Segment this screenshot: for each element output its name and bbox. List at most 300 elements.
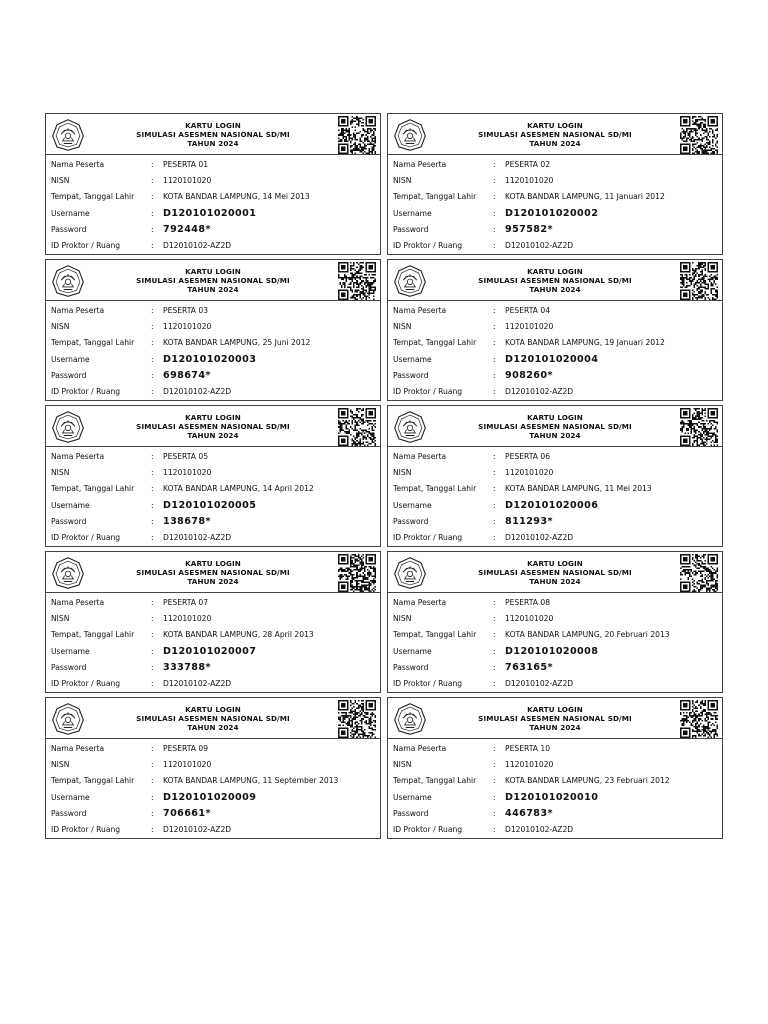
field-row-name [393, 302, 722, 318]
label-nisn: NISN [393, 468, 412, 478]
card-row [45, 697, 728, 839]
label-tempat-tanggal-lahir: Tempat, Tanggal Lahir [51, 776, 135, 786]
value-username: D120101020005 [163, 499, 257, 511]
value-tempat-tanggal-lahir: KOTA BANDAR LAMPUNG, 25 Juni 2012 [163, 338, 311, 348]
separator: : [151, 597, 154, 607]
card-subtitle: SIMULASI ASESMEN NASIONAL SD/MI [136, 568, 290, 577]
card-title: KARTU LOGIN [527, 413, 583, 422]
value-username: D120101020003 [163, 353, 257, 365]
separator: : [151, 809, 154, 819]
label-nama-peserta: Nama Peserta [51, 451, 105, 461]
card-year: TAHUN 2024 [529, 139, 581, 148]
label-id-proktor-ruang: ID Proktor / Ruang [51, 679, 121, 689]
field-row-nisn [393, 173, 722, 189]
field-row-name [393, 594, 722, 610]
card-body [46, 155, 380, 254]
value-nama-peserta: PESERTA 04 [505, 305, 551, 315]
value-password: 706661* [163, 808, 211, 820]
field-row-name [393, 448, 722, 464]
value-nama-peserta: PESERTA 06 [505, 451, 551, 461]
field-row-nisn [393, 611, 722, 627]
label-tempat-tanggal-lahir: Tempat, Tanggal Lahir [393, 776, 477, 786]
value-nama-peserta: PESERTA 05 [163, 451, 209, 461]
separator: : [493, 776, 496, 786]
separator: : [493, 614, 496, 624]
label-nama-peserta: Nama Peserta [51, 159, 105, 169]
separator: : [493, 630, 496, 640]
card-header [388, 260, 722, 301]
tut-wuri-handayani-logo-icon [393, 410, 427, 444]
field-row-birth [393, 481, 722, 497]
tut-wuri-handayani-logo-icon [51, 702, 85, 736]
value-password: 698674* [163, 370, 211, 382]
card-subtitle: SIMULASI ASESMEN NASIONAL SD/MI [136, 130, 290, 139]
card-body [388, 593, 722, 692]
card-title-block [106, 559, 320, 586]
value-password: 333788* [163, 662, 211, 674]
login-card-7 [45, 551, 381, 693]
field-row-password [51, 805, 380, 821]
value-nama-peserta: PESERTA 09 [163, 743, 209, 753]
separator: : [493, 338, 496, 348]
field-row-username [393, 789, 722, 805]
card-year: TAHUN 2024 [187, 139, 239, 148]
value-nama-peserta: PESERTA 10 [505, 743, 551, 753]
value-nisn: 1120101020 [163, 468, 212, 478]
card-title: KARTU LOGIN [185, 559, 241, 568]
field-row-username [393, 497, 722, 513]
qr-code-icon [338, 116, 376, 154]
card-title-block [448, 559, 662, 586]
value-nisn: 1120101020 [505, 614, 554, 624]
value-nisn: 1120101020 [505, 176, 554, 186]
card-title: KARTU LOGIN [527, 121, 583, 130]
label-username: Username [51, 792, 90, 802]
field-row-name [393, 740, 722, 756]
card-header [46, 260, 380, 301]
value-nama-peserta: PESERTA 08 [505, 597, 551, 607]
card-subtitle: SIMULASI ASESMEN NASIONAL SD/MI [478, 276, 632, 285]
card-title: KARTU LOGIN [527, 267, 583, 276]
value-nama-peserta: PESERTA 01 [163, 159, 209, 169]
card-title: KARTU LOGIN [185, 413, 241, 422]
qr-code-icon [680, 408, 718, 446]
qr-code-icon [338, 554, 376, 592]
field-row-nisn [393, 465, 722, 481]
field-row-password [393, 659, 722, 675]
separator: : [151, 451, 154, 461]
value-id-proktor-ruang: D12010102-AZ2D [505, 825, 574, 835]
separator: : [151, 614, 154, 624]
value-password: 957582* [505, 224, 553, 236]
field-row-birth [393, 189, 722, 205]
label-password: Password [393, 371, 429, 381]
value-tempat-tanggal-lahir: KOTA BANDAR LAMPUNG, 11 September 2013 [163, 776, 339, 786]
card-row [45, 259, 728, 401]
label-tempat-tanggal-lahir: Tempat, Tanggal Lahir [51, 338, 135, 348]
separator: : [151, 225, 154, 235]
field-row-password [51, 659, 380, 675]
separator: : [493, 809, 496, 819]
separator: : [493, 387, 496, 397]
card-title-block [106, 121, 320, 148]
value-tempat-tanggal-lahir: KOTA BANDAR LAMPUNG, 20 Februari 2013 [505, 630, 670, 640]
card-title-block [448, 267, 662, 294]
separator: : [151, 760, 154, 770]
tut-wuri-handayani-logo-icon [51, 118, 85, 152]
label-nama-peserta: Nama Peserta [393, 597, 447, 607]
value-nisn: 1120101020 [163, 176, 212, 186]
separator: : [151, 517, 154, 527]
card-header [46, 114, 380, 155]
card-year: TAHUN 2024 [187, 577, 239, 586]
separator: : [151, 387, 154, 397]
value-nama-peserta: PESERTA 07 [163, 597, 209, 607]
card-body [388, 447, 722, 546]
field-row-nisn [51, 319, 380, 335]
label-username: Username [51, 208, 90, 218]
login-card-4 [387, 259, 723, 401]
separator: : [493, 792, 496, 802]
field-row-nisn [51, 465, 380, 481]
login-card-10 [387, 697, 723, 839]
field-row-birth [393, 335, 722, 351]
field-row-birth [51, 481, 380, 497]
value-tempat-tanggal-lahir: KOTA BANDAR LAMPUNG, 14 Mei 2013 [163, 192, 310, 202]
qr-code-icon [680, 262, 718, 300]
login-card-5 [45, 405, 381, 547]
value-id-proktor-ruang: D12010102-AZ2D [163, 679, 232, 689]
label-nama-peserta: Nama Peserta [51, 597, 105, 607]
card-subtitle: SIMULASI ASESMEN NASIONAL SD/MI [136, 714, 290, 723]
field-row-birth [51, 627, 380, 643]
separator: : [151, 484, 154, 494]
qr-code-icon [680, 554, 718, 592]
field-row-room [51, 238, 380, 254]
value-username: D120101020008 [505, 645, 599, 657]
card-year: TAHUN 2024 [529, 577, 581, 586]
separator: : [151, 743, 154, 753]
card-title: KARTU LOGIN [527, 559, 583, 568]
separator: : [493, 597, 496, 607]
card-subtitle: SIMULASI ASESMEN NASIONAL SD/MI [478, 714, 632, 723]
card-body [46, 447, 380, 546]
label-nama-peserta: Nama Peserta [51, 743, 105, 753]
field-row-username [393, 643, 722, 659]
login-card-1 [45, 113, 381, 255]
value-tempat-tanggal-lahir: KOTA BANDAR LAMPUNG, 11 Januari 2012 [505, 192, 665, 202]
separator: : [493, 451, 496, 461]
separator: : [151, 646, 154, 656]
card-subtitle: SIMULASI ASESMEN NASIONAL SD/MI [136, 422, 290, 431]
separator: : [493, 322, 496, 332]
value-id-proktor-ruang: D12010102-AZ2D [505, 679, 574, 689]
separator: : [493, 743, 496, 753]
field-row-name [51, 156, 380, 172]
value-username: D120101020004 [505, 353, 599, 365]
value-username: D120101020010 [505, 791, 599, 803]
card-header [388, 698, 722, 739]
card-year: TAHUN 2024 [187, 285, 239, 294]
login-card-grid [45, 113, 728, 843]
separator: : [151, 176, 154, 186]
separator: : [493, 533, 496, 543]
field-row-nisn [51, 757, 380, 773]
value-password: 446783* [505, 808, 553, 820]
qr-code-icon [338, 700, 376, 738]
separator: : [151, 630, 154, 640]
card-body [46, 593, 380, 692]
label-tempat-tanggal-lahir: Tempat, Tanggal Lahir [393, 338, 477, 348]
separator: : [151, 305, 154, 315]
separator: : [493, 663, 496, 673]
label-nisn: NISN [393, 176, 412, 186]
field-row-username [51, 789, 380, 805]
label-password: Password [51, 371, 87, 381]
label-nisn: NISN [51, 322, 70, 332]
field-row-username [51, 351, 380, 367]
login-card-3 [45, 259, 381, 401]
label-nama-peserta: Nama Peserta [393, 451, 447, 461]
tut-wuri-handayani-logo-icon [393, 264, 427, 298]
field-row-nisn [393, 757, 722, 773]
card-header [388, 406, 722, 447]
card-header [388, 114, 722, 155]
tut-wuri-handayani-logo-icon [393, 702, 427, 736]
field-row-room [393, 530, 722, 546]
card-header [46, 552, 380, 593]
separator: : [151, 241, 154, 251]
field-row-room [51, 822, 380, 838]
separator: : [151, 776, 154, 786]
login-card-6 [387, 405, 723, 547]
card-year: TAHUN 2024 [187, 431, 239, 440]
value-username: D120101020001 [163, 207, 257, 219]
card-title: KARTU LOGIN [527, 705, 583, 714]
qr-code-icon [680, 116, 718, 154]
label-tempat-tanggal-lahir: Tempat, Tanggal Lahir [393, 484, 477, 494]
login-card-8 [387, 551, 723, 693]
value-id-proktor-ruang: D12010102-AZ2D [505, 533, 574, 543]
value-nama-peserta: PESERTA 02 [505, 159, 551, 169]
separator: : [151, 354, 154, 364]
tut-wuri-handayani-logo-icon [393, 118, 427, 152]
field-row-username [393, 205, 722, 221]
tut-wuri-handayani-logo-icon [393, 556, 427, 590]
field-row-birth [51, 773, 380, 789]
card-title: KARTU LOGIN [185, 705, 241, 714]
label-password: Password [393, 517, 429, 527]
separator: : [151, 338, 154, 348]
field-row-room [393, 676, 722, 692]
tut-wuri-handayani-logo-icon [51, 556, 85, 590]
label-tempat-tanggal-lahir: Tempat, Tanggal Lahir [393, 630, 477, 640]
separator: : [493, 484, 496, 494]
separator: : [493, 208, 496, 218]
card-subtitle: SIMULASI ASESMEN NASIONAL SD/MI [478, 130, 632, 139]
label-password: Password [393, 225, 429, 235]
field-row-room [393, 238, 722, 254]
card-header [46, 698, 380, 739]
card-body [46, 301, 380, 400]
label-password: Password [51, 517, 87, 527]
field-row-nisn [51, 611, 380, 627]
label-tempat-tanggal-lahir: Tempat, Tanggal Lahir [51, 630, 135, 640]
separator: : [151, 825, 154, 835]
tut-wuri-handayani-logo-icon [51, 410, 85, 444]
label-nisn: NISN [51, 176, 70, 186]
separator: : [493, 760, 496, 770]
value-password: 908260* [505, 370, 553, 382]
label-id-proktor-ruang: ID Proktor / Ruang [51, 825, 121, 835]
card-title: KARTU LOGIN [185, 121, 241, 130]
field-row-room [393, 822, 722, 838]
label-nisn: NISN [51, 468, 70, 478]
value-id-proktor-ruang: D12010102-AZ2D [163, 533, 232, 543]
field-row-room [51, 676, 380, 692]
field-row-birth [51, 189, 380, 205]
value-tempat-tanggal-lahir: KOTA BANDAR LAMPUNG, 19 Januari 2012 [505, 338, 665, 348]
label-nisn: NISN [393, 614, 412, 624]
value-username: D120101020009 [163, 791, 257, 803]
card-year: TAHUN 2024 [187, 723, 239, 732]
value-nama-peserta: PESERTA 03 [163, 305, 209, 315]
field-row-name [51, 740, 380, 756]
qr-code-icon [680, 700, 718, 738]
label-username: Username [393, 208, 432, 218]
value-tempat-tanggal-lahir: KOTA BANDAR LAMPUNG, 14 April 2012 [163, 484, 314, 494]
card-subtitle: SIMULASI ASESMEN NASIONAL SD/MI [478, 422, 632, 431]
separator: : [151, 533, 154, 543]
separator: : [493, 679, 496, 689]
label-tempat-tanggal-lahir: Tempat, Tanggal Lahir [51, 192, 135, 202]
card-title: KARTU LOGIN [185, 267, 241, 276]
label-password: Password [393, 809, 429, 819]
label-tempat-tanggal-lahir: Tempat, Tanggal Lahir [51, 484, 135, 494]
qr-code-icon [338, 408, 376, 446]
field-row-birth [393, 627, 722, 643]
separator: : [493, 241, 496, 251]
field-row-room [51, 530, 380, 546]
card-title-block [448, 705, 662, 732]
value-nisn: 1120101020 [163, 322, 212, 332]
value-nisn: 1120101020 [163, 760, 212, 770]
value-id-proktor-ruang: D12010102-AZ2D [505, 241, 574, 251]
card-body [388, 739, 722, 838]
field-row-password [51, 513, 380, 529]
separator: : [151, 322, 154, 332]
card-title-block [448, 413, 662, 440]
card-year: TAHUN 2024 [529, 723, 581, 732]
separator: : [151, 159, 154, 169]
field-row-nisn [393, 319, 722, 335]
value-nisn: 1120101020 [505, 468, 554, 478]
label-id-proktor-ruang: ID Proktor / Ruang [51, 241, 121, 251]
field-row-username [51, 205, 380, 221]
label-password: Password [51, 225, 87, 235]
value-username: D120101020007 [163, 645, 257, 657]
separator: : [151, 192, 154, 202]
card-body [388, 301, 722, 400]
separator: : [151, 371, 154, 381]
label-nama-peserta: Nama Peserta [393, 305, 447, 315]
separator: : [493, 225, 496, 235]
card-row [45, 113, 728, 255]
separator: : [151, 792, 154, 802]
card-subtitle: SIMULASI ASESMEN NASIONAL SD/MI [136, 276, 290, 285]
separator: : [493, 517, 496, 527]
field-row-password [393, 367, 722, 383]
value-id-proktor-ruang: D12010102-AZ2D [505, 387, 574, 397]
field-row-name [51, 302, 380, 318]
separator: : [493, 468, 496, 478]
label-nama-peserta: Nama Peserta [393, 743, 447, 753]
label-id-proktor-ruang: ID Proktor / Ruang [393, 533, 463, 543]
label-nisn: NISN [51, 614, 70, 624]
tut-wuri-handayani-logo-icon [51, 264, 85, 298]
field-row-room [393, 384, 722, 400]
label-id-proktor-ruang: ID Proktor / Ruang [393, 241, 463, 251]
value-nisn: 1120101020 [505, 322, 554, 332]
label-nisn: NISN [393, 760, 412, 770]
label-id-proktor-ruang: ID Proktor / Ruang [51, 533, 121, 543]
label-nisn: NISN [51, 760, 70, 770]
separator: : [151, 679, 154, 689]
card-year: TAHUN 2024 [529, 431, 581, 440]
field-row-birth [51, 335, 380, 351]
qr-code-icon [338, 262, 376, 300]
field-row-username [51, 643, 380, 659]
value-id-proktor-ruang: D12010102-AZ2D [163, 387, 232, 397]
card-title-block [448, 121, 662, 148]
label-id-proktor-ruang: ID Proktor / Ruang [51, 387, 121, 397]
label-id-proktor-ruang: ID Proktor / Ruang [393, 679, 463, 689]
value-username: D120101020002 [505, 207, 599, 219]
card-row [45, 551, 728, 693]
card-title-block [106, 267, 320, 294]
login-card-9 [45, 697, 381, 839]
value-id-proktor-ruang: D12010102-AZ2D [163, 825, 232, 835]
card-title-block [106, 705, 320, 732]
label-password: Password [51, 663, 87, 673]
login-card-2 [387, 113, 723, 255]
label-nama-peserta: Nama Peserta [51, 305, 105, 315]
separator: : [151, 663, 154, 673]
field-row-password [51, 221, 380, 237]
separator: : [493, 500, 496, 510]
field-row-room [51, 384, 380, 400]
card-body [46, 739, 380, 838]
card-year: TAHUN 2024 [529, 285, 581, 294]
label-password: Password [393, 663, 429, 673]
value-password: 792448* [163, 224, 211, 236]
label-username: Username [393, 646, 432, 656]
field-row-password [393, 513, 722, 529]
field-row-username [51, 497, 380, 513]
field-row-password [393, 805, 722, 821]
value-nisn: 1120101020 [505, 760, 554, 770]
separator: : [493, 354, 496, 364]
label-username: Username [393, 792, 432, 802]
field-row-name [393, 156, 722, 172]
separator: : [493, 159, 496, 169]
label-nisn: NISN [393, 322, 412, 332]
field-row-name [51, 594, 380, 610]
separator: : [151, 468, 154, 478]
field-row-name [51, 448, 380, 464]
separator: : [493, 192, 496, 202]
value-tempat-tanggal-lahir: KOTA BANDAR LAMPUNG, 11 Mei 2013 [505, 484, 652, 494]
